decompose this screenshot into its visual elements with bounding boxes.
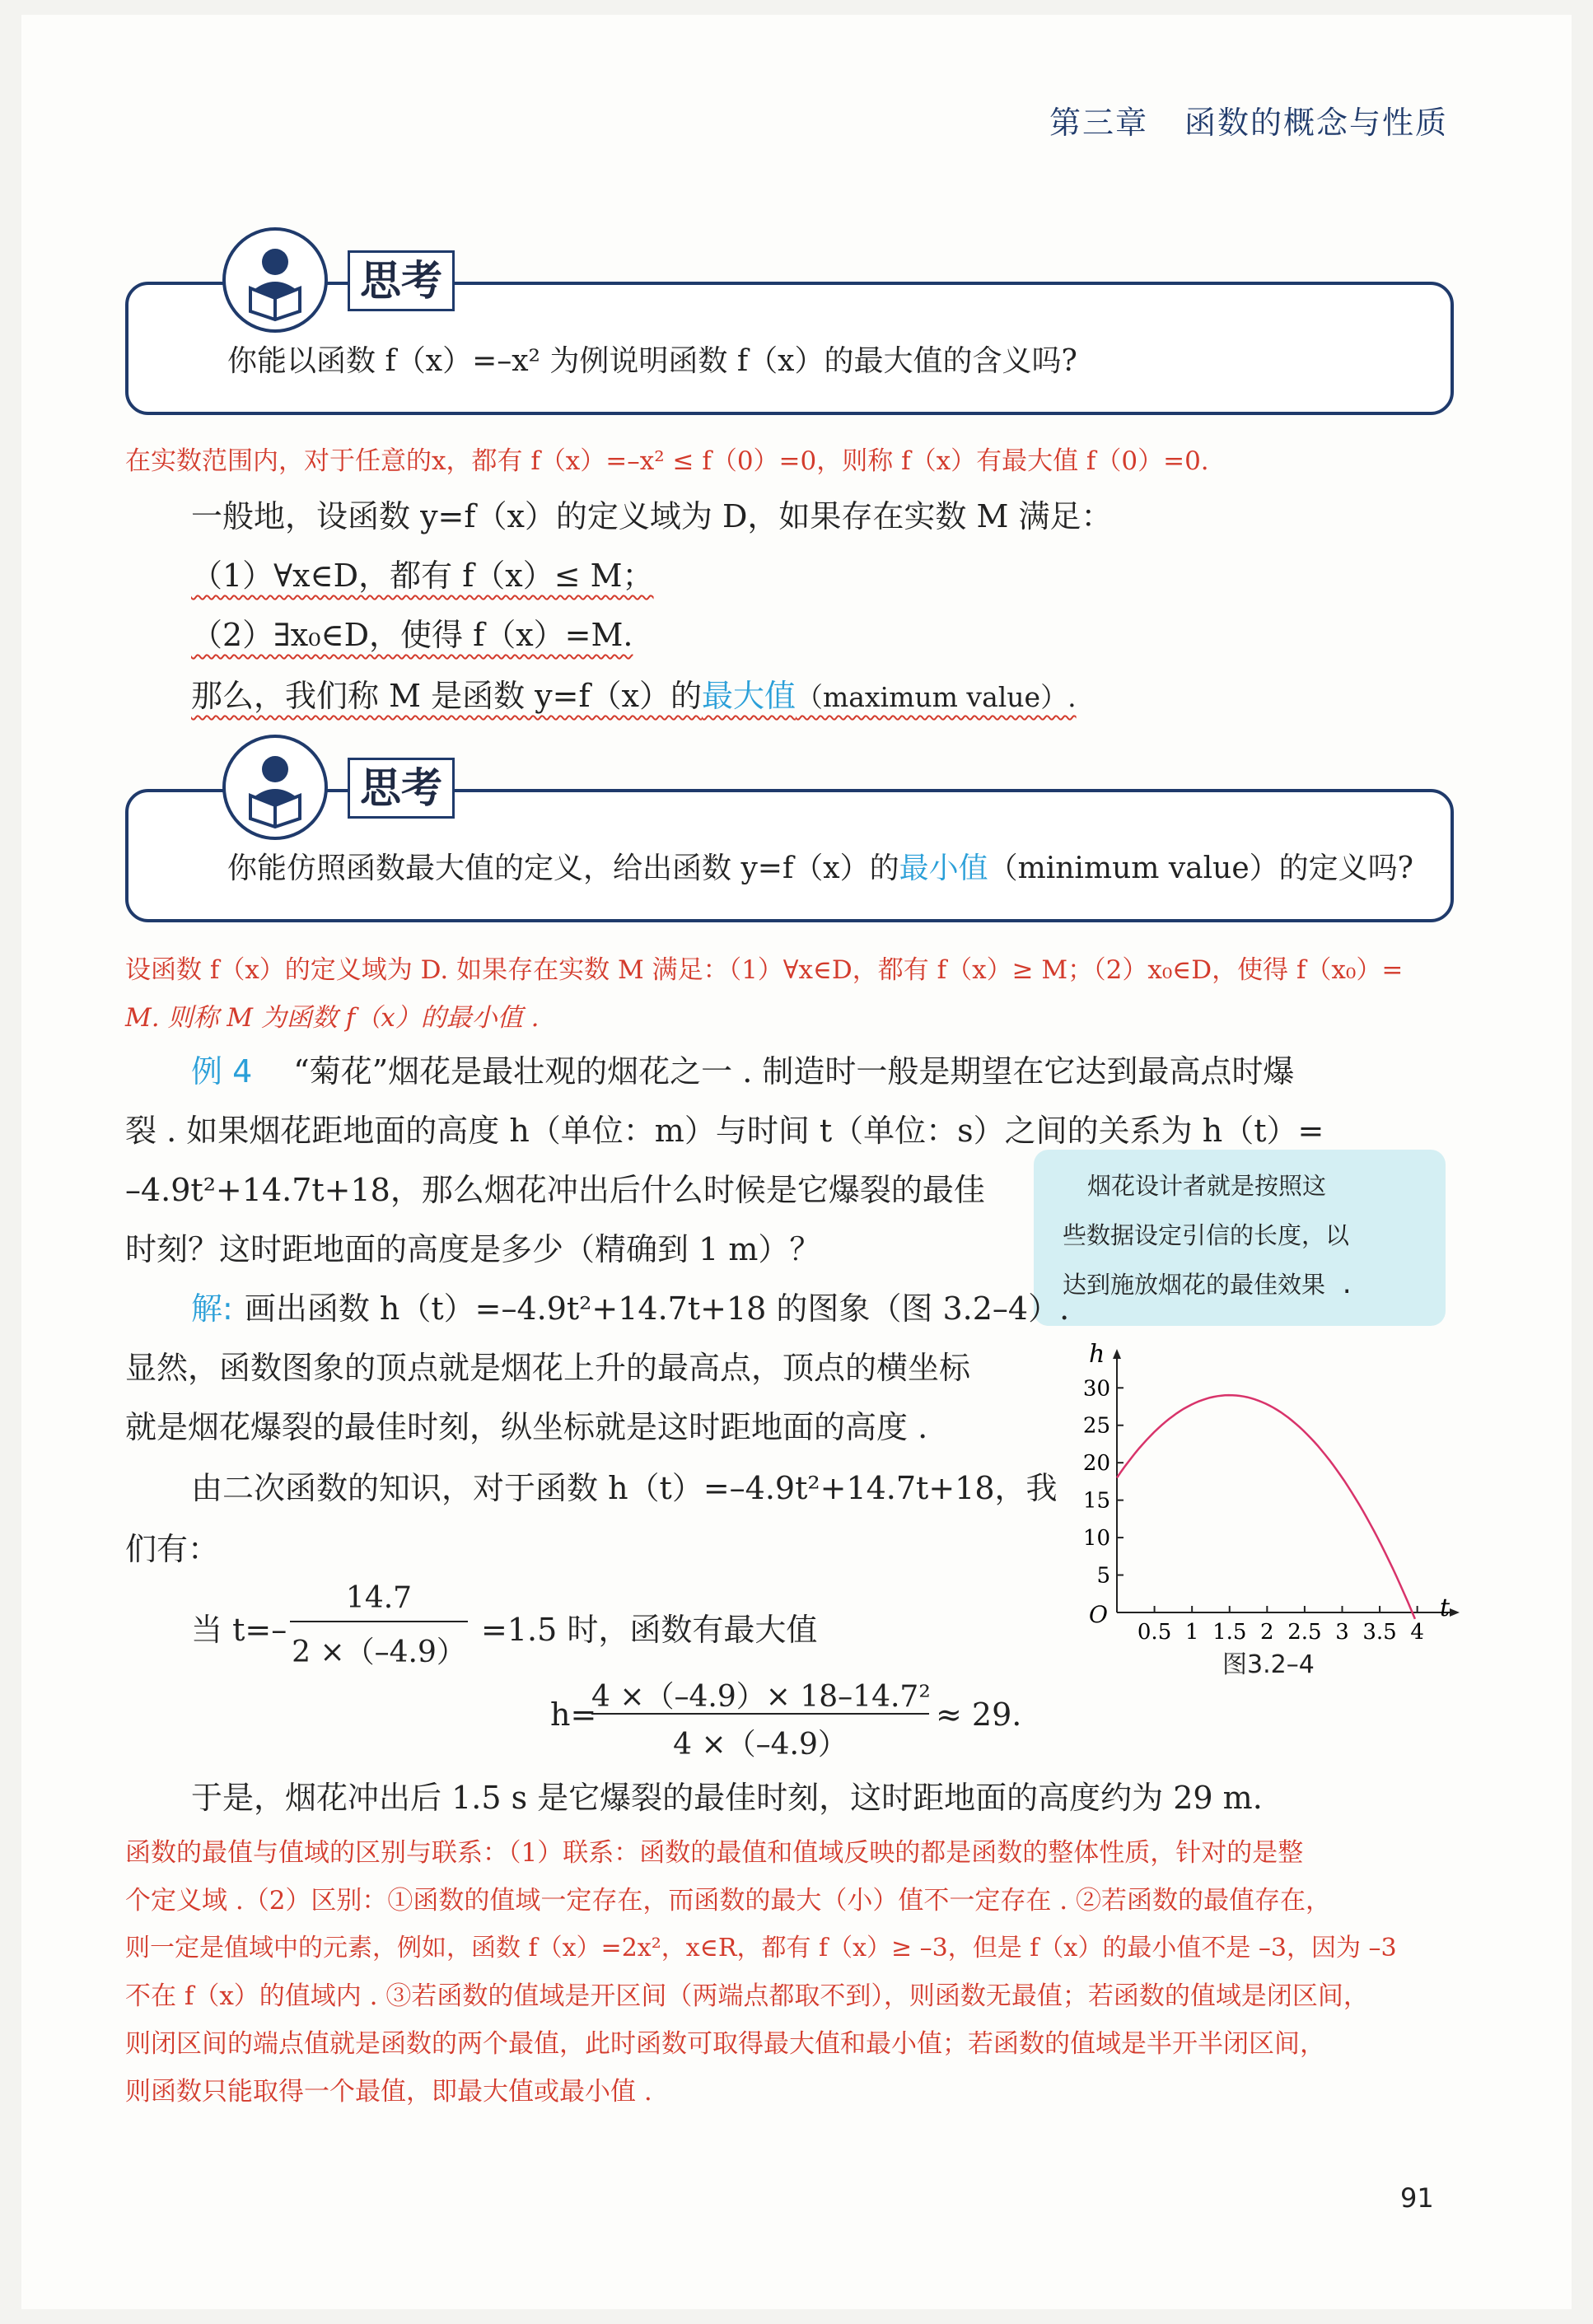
y-tick-label: 30 (1082, 1376, 1110, 1402)
remark-line-3: 则一定是值域中的元素，例如，函数 f（x）=2x²，x∈R，都有 f（x）≥ –3，但是 f（x）的最小值不是 –3，因为 –3 (125, 1934, 1397, 1962)
solution-conclusion: 于是，烟花冲出后 1.5 s 是它爆裂的最佳时刻，这时距地面的高度约为 29 m. (191, 1780, 1263, 1816)
fraction-2-bar (591, 1713, 929, 1715)
formula-h: h= (550, 1696, 597, 1733)
example-line-1 (191, 1046, 1294, 1091)
figure-caption: 图3.2–4 (1222, 1650, 1315, 1679)
chapter-number: 第三章 (1049, 105, 1148, 141)
y-tick-label: 5 (1096, 1563, 1110, 1589)
x-tick-label: 1 (1184, 1620, 1199, 1645)
reader-icon (222, 735, 328, 840)
solution-line-1 (191, 1283, 1069, 1328)
answer-note-2-line-2: M. 则称 M 为函数 f（x）的最小值 . (125, 1003, 540, 1033)
axis-ticks (1083, 1376, 1424, 1645)
fraction-2-numerator: 4 ×（–4.9）× 18–14.7² (591, 1680, 931, 1714)
fraction-2-denominator: 4 ×（–4.9） (673, 1728, 848, 1762)
margin-note-line-3: 达到施放烟花的最佳效果 . (1063, 1271, 1354, 1299)
solution-line-5: 们有： (125, 1531, 220, 1567)
origin-label: O (1089, 1601, 1108, 1628)
example-text-1: “菊花”烟花是最壮观的烟花之一 . 制造时一般是期望在它达到最高点时爆 (293, 1053, 1295, 1090)
think-tag-2: 思考 (348, 758, 455, 819)
definition-intro: 一般地，设函数 y=f（x）的定义域为 D，如果存在实数 M 满足： (191, 498, 1113, 534)
x-axis-label: t (1440, 1594, 1451, 1622)
answer-note-1: 在实数范围内，对于任意的x，都有 f（x）=–x² ≤ f（0）=0，则称 f（x）有最大值 f（0）=0. (125, 446, 1209, 476)
chapter-header (1049, 97, 1448, 142)
x-tick-label: 3.5 (1362, 1620, 1397, 1645)
question-2-text: 你能仿照函数最大值的定义，给出函数 y=f（x）的 (227, 852, 899, 885)
think-tag-1: 思考 (348, 250, 455, 311)
solution-line-4: 由二次函数的知识，对于函数 h（t）=–4.9t²+14.7t+18，我 (191, 1470, 1058, 1506)
y-axis-label: h (1089, 1340, 1105, 1369)
x-axis-arrow-icon (1450, 1608, 1460, 1617)
solution-label: 解: (191, 1290, 233, 1327)
term-minimum-value: 最小值 (899, 852, 988, 885)
solution-text-1: 画出函数 h（t）=–4.9t²+14.7t+18 的图象（图 3.2–4）. (244, 1290, 1070, 1327)
margin-note-line-2: 些数据设定引信的长度，以 (1063, 1221, 1350, 1249)
definition-condition-2: （2）∃x₀∈D，使得 f（x）=M. (191, 617, 633, 653)
function-graph (1071, 1334, 1466, 1664)
y-tick-label: 25 (1082, 1413, 1110, 1439)
question-2-tail: （minimum value）的定义吗? (988, 852, 1413, 885)
x-tick-label: 2.5 (1287, 1620, 1322, 1645)
remark-line-6: 则函数只能取得一个最值，即最大值或最小值 . (125, 2077, 652, 2107)
curve-series (1117, 1395, 1415, 1619)
reader-icon (222, 227, 328, 333)
formula-when: 当 t=– (191, 1612, 287, 1648)
chapter-title: 函数的概念与性质 (1184, 105, 1448, 141)
page-number: 91 (1400, 2182, 1434, 2214)
remark-line-4: 不在 f（x）的值域内 . ③若函数的值域是开区间（两端点都取不到），则函数无最值；若函数的值域是闭区间， (125, 1981, 1369, 2011)
example-label: 例 4 (191, 1053, 253, 1090)
remark-line-2: 个定义域 .（2）区别：①函数的值域一定存在，而函数的最大（小）值不一定存在 . ②若函数的最值存在， (125, 1886, 1331, 1916)
definition-condition-1: （1）∀x∈D，都有 f（x）≤ M； (191, 558, 654, 594)
term-english: （maximum value）. (795, 681, 1077, 713)
y-tick-label: 10 (1082, 1526, 1110, 1552)
y-axis-arrow-icon (1113, 1349, 1121, 1359)
solution-line-3: 就是烟花爆裂的最佳时刻，纵坐标就是这时距地面的高度 . (125, 1409, 928, 1445)
think-question-2 (227, 845, 1413, 887)
fraction-1-numerator: 14.7 (345, 1581, 413, 1615)
y-tick-label: 20 (1082, 1451, 1110, 1477)
solution-line-2: 显然，函数图象的顶点就是烟花上升的最高点，顶点的横坐标 (125, 1350, 971, 1386)
fraction-1-denominator: 2 ×（–4.9） (292, 1636, 466, 1669)
fraction-1-bar (290, 1621, 468, 1622)
x-tick-label: 3 (1335, 1620, 1349, 1645)
formula-h-tail: ≈ 29. (936, 1696, 1022, 1733)
example-line-3: –4.9t²+14.7t+18，那么烟花冲出后什么时候是它爆裂的最佳 (125, 1172, 985, 1208)
x-tick-label: 4 (1410, 1620, 1424, 1645)
x-tick-label: 0.5 (1137, 1620, 1172, 1645)
think-question-1: 你能以函数 f（x）=–x² 为例说明函数 f（x）的最大值的含义吗? (227, 344, 1077, 378)
x-tick-label: 2 (1260, 1620, 1274, 1645)
remark-line-1: 函数的最值与值域的区别与联系：（1）联系：函数的最值和值域反映的都是函数的整体性质，针对的是整 (125, 1838, 1304, 1868)
term-maximum-value: 最大值 (701, 678, 796, 714)
x-tick-label: 1.5 (1212, 1620, 1247, 1645)
margin-note-line-1: 烟花设计者就是按照这 (1087, 1172, 1327, 1200)
answer-note-2-line-1: 设函数 f（x）的定义域为 D. 如果存在实数 M 满足：（1）∀x∈D，都有 f（x）≥ M；（2）x₀∈D，使得 f（x₀）= (125, 955, 1404, 985)
y-tick-label: 15 (1082, 1488, 1110, 1514)
remark-line-5: 则闭区间的端点值就是函数的两个最值，此时函数可取得最大值和最小值；若函数的值域是半开半闭区间， (125, 2029, 1325, 2059)
conclusion-text: 那么，我们称 M 是函数 y=f（x）的 (191, 678, 702, 714)
example-line-2: 裂 . 如果烟花距地面的高度 h（单位：m）与时间 t（单位：s）之间的关系为 h（t）= (125, 1113, 1324, 1149)
definition-conclusion (191, 670, 1077, 716)
formula-when-tail: =1.5 时，函数有最大值 (481, 1612, 818, 1648)
example-line-4: 时刻？这时距地面的高度是多少（精确到 1 m）？ (125, 1231, 821, 1267)
